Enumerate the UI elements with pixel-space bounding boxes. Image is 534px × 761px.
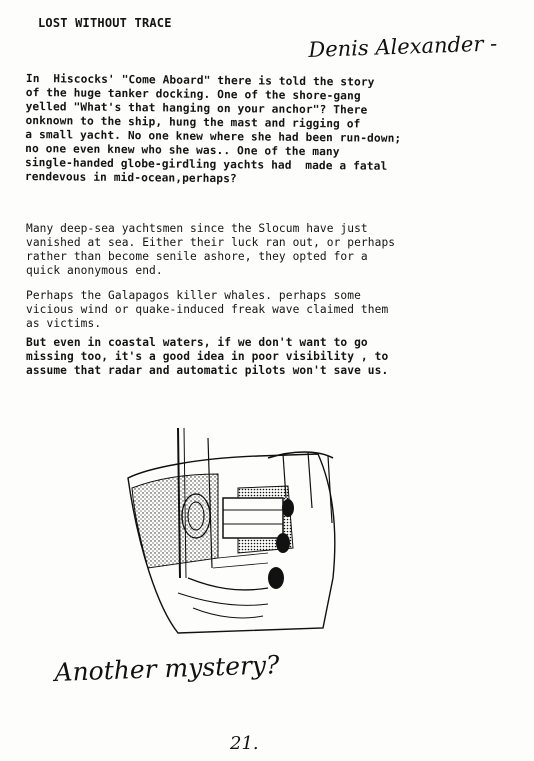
paragraph-galapagos: Perhaps the Galapagos killer whales. perhaps some vicious wind or quake-induced freak wave claimed them as victims. [26, 289, 389, 330]
paragraph-vanished-yachtsmen: Many deep-sea yachtsmen since the Slocum have just vanished at sea. Either their luck ran out, or perhaps rather than become senile ashore, they opted for a quick anonymous end. [26, 222, 396, 277]
yacht-deck-illustration [118, 428, 358, 640]
yacht-deck-ink-sketch-icon [118, 428, 358, 640]
page-title: LOST WITHOUT TRACE [38, 16, 172, 30]
paragraph-tanker-story: In Hiscocks' "Come Aboard" there is told the story of the huge tanker docking. One of the shore-gang yelled "What's that hanging on your anchor"? There onknown to the ship, hung the mast and rigging of a small yacht. No one knew where she had been run-down; no one even knew who she was.. One of the many single-handed globe-girdling yachts had made a fatal rendevous in mid-ocean,perhaps? [24, 72, 402, 186]
handwritten-caption: Another mystery? [54, 650, 280, 687]
author-signature: Denis Alexander - [308, 31, 498, 62]
page-number: 21. [230, 733, 259, 754]
paragraph-coastal-waters: But even in coastal waters, if we don't want to go missing too, it's a good idea in poor visibility , to assume that radar and automatic pilots won't save us. [26, 336, 389, 377]
